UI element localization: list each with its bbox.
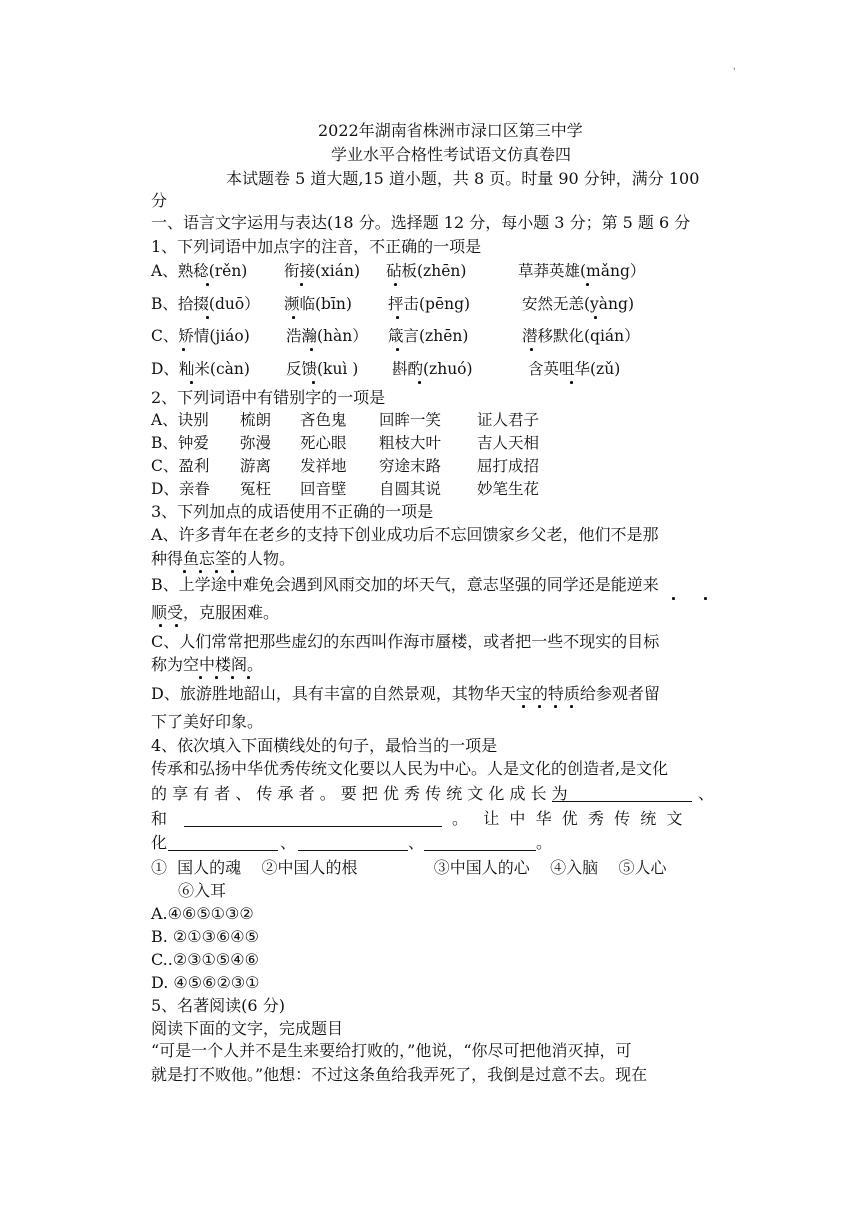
q5-passage-line2: 就是打不败他。”他想：不过这条鱼给我弄死了，我倒是过意不去。现在 bbox=[151, 1065, 648, 1084]
emphasis-dot bbox=[247, 676, 250, 679]
q4-options-line1: ① 国人的魂 ②中国人的根 ③中国人的心 ④入脑 ⑤人心 bbox=[151, 858, 667, 877]
q4-choice-c: C..②③①⑤④⑥ bbox=[151, 950, 259, 969]
q1-option-b-3: 抨击(pēng) bbox=[388, 295, 471, 313]
emphasis-dot bbox=[672, 597, 675, 600]
q2-row-b-1: B、钟爱 bbox=[151, 434, 209, 452]
emphasis-dot bbox=[199, 570, 202, 573]
q3-option-d-line2: 下了美好印象。 bbox=[151, 712, 264, 731]
emphasis-dot bbox=[312, 381, 315, 384]
emphasis-dot bbox=[206, 316, 209, 319]
q1-option-a-1: A、熟稔(rěn) bbox=[151, 262, 248, 280]
q2-row-b-2: 弥漫 bbox=[240, 434, 272, 452]
q4-choice-a: A.④⑥⑤①③② bbox=[151, 904, 254, 923]
exam-info: 本试题卷 5 道大题,15 道小题，共 8 页。时量 90 分钟，满分 100 bbox=[226, 169, 700, 188]
emphasis-dot bbox=[394, 283, 397, 286]
q2-row-a-1: A、诀别 bbox=[151, 411, 209, 429]
q1-option-d-4: 含英咀华(zǔ) bbox=[528, 360, 621, 378]
emphasis-dot bbox=[231, 676, 234, 679]
emphasis-dot bbox=[190, 381, 193, 384]
q2-row-d-5: 妙笔生花 bbox=[477, 480, 540, 498]
emphasis-dot bbox=[175, 624, 178, 627]
emphasis-dot bbox=[182, 348, 185, 351]
q2-row-b-4: 粗枝大叶 bbox=[379, 434, 442, 452]
q4-passage-line3-start: 和 bbox=[151, 809, 168, 828]
q1-option-d-1: D、籼米(càn) bbox=[151, 360, 250, 378]
q4-passage-line4-start: 化 bbox=[151, 833, 168, 852]
q1-option-b-4: 安然无恙(yàng) bbox=[522, 295, 634, 313]
emphasis-dot bbox=[159, 624, 162, 627]
q2-row-c-1: C、盈利 bbox=[151, 457, 210, 475]
q2-row-b-3: 死心眼 bbox=[300, 434, 347, 452]
question-5-stem: 5、名著阅读(6 分) bbox=[151, 996, 285, 1015]
q3-option-b-line1: B、上学途中难免会遇到风雨交加的坏天气，意志坚强的同学还是能逆来 bbox=[151, 575, 659, 594]
q2-row-d-2: 冤枉 bbox=[240, 480, 272, 498]
emphasis-dot bbox=[522, 705, 525, 708]
q1-option-b-1: B、拾掇(duō） bbox=[151, 295, 260, 313]
q4-passage-line1: 传承和弘扬中华优秀传统文化要以人民为中心。人是文化的创造者,是文化 bbox=[151, 759, 669, 778]
q1-option-b-2: 濒临(bīn) bbox=[284, 295, 352, 313]
q2-row-c-4: 穷途末路 bbox=[379, 457, 442, 475]
emphasis-dot bbox=[530, 348, 533, 351]
section-heading: 一、语言文字运用与表达(18 分。选择题 12 分，每小题 3 分；第 5 题 6 分 bbox=[151, 213, 691, 232]
q1-option-c-1: C、矫情(jiáo) bbox=[151, 327, 250, 345]
q2-row-d-1: D、亲眷 bbox=[151, 480, 210, 498]
q1-option-a-4: 草莽英雄(mǎng） bbox=[518, 262, 646, 280]
q3-option-c-line2: 称为空中楼阁。 bbox=[151, 655, 264, 674]
q1-option-c-3: 箴言(zhēn) bbox=[388, 327, 469, 345]
q1-option-a-2: 衔接(xián) bbox=[284, 262, 361, 280]
emphasis-dot bbox=[538, 705, 541, 708]
q4-choice-b: B. ②①③⑥④⑤ bbox=[151, 927, 259, 946]
exam-info-wrap: 分 bbox=[151, 191, 168, 210]
emphasis-dot bbox=[586, 283, 589, 286]
emphasis-dot bbox=[570, 705, 573, 708]
emphasis-dot bbox=[215, 676, 218, 679]
q1-option-a-3: 砧板(zhēn) bbox=[386, 262, 467, 280]
q1-option-d-2: 反馈(kuì ) bbox=[286, 360, 359, 378]
q2-row-d-4: 自圆其说 bbox=[379, 480, 442, 498]
emphasis-dot bbox=[300, 283, 303, 286]
q4-passage-line2: 的 享 有 者 、 传 承 者 。 要 把 优 秀 传 统 文 化 成 长 为 bbox=[151, 784, 568, 803]
q2-row-c-2: 游离 bbox=[240, 457, 272, 475]
fill-blank-4 bbox=[298, 850, 408, 851]
q4-options-line2: ⑥入耳 bbox=[178, 881, 227, 900]
q2-row-d-3: 回音壁 bbox=[300, 480, 347, 498]
emphasis-dot bbox=[594, 316, 597, 319]
emphasis-dot bbox=[554, 705, 557, 708]
q4-choice-d: D. ④⑤⑥②③① bbox=[151, 973, 260, 992]
q2-row-a-3: 吝色鬼 bbox=[300, 411, 347, 429]
q4-separator: 、 bbox=[280, 833, 297, 852]
q2-row-a-5: 证人君子 bbox=[477, 411, 540, 429]
q2-row-c-5: 屈打成招 bbox=[477, 457, 540, 475]
emphasis-dot bbox=[215, 570, 218, 573]
q2-row-a-2: 梳朗 bbox=[240, 411, 272, 429]
fill-blank-1 bbox=[552, 801, 692, 802]
emphasis-dot bbox=[418, 381, 421, 384]
corner-mark: ' bbox=[733, 67, 736, 77]
emphasis-dot bbox=[396, 348, 399, 351]
question-1-stem: 1、下列词语中加点字的注音，不正确的一项是 bbox=[151, 237, 482, 256]
q3-option-c-line1: C、人们常常把那些虚幻的东西叫作海市蜃楼，或者把一些不现实的目标 bbox=[151, 632, 660, 651]
q1-option-d-3: 斟酌(zhuó) bbox=[392, 360, 473, 378]
q3-option-b-line2: 顺受，克服困难。 bbox=[151, 603, 280, 622]
q4-separator: 、 bbox=[698, 784, 715, 803]
emphasis-dot bbox=[199, 676, 202, 679]
q2-row-c-3: 发祥地 bbox=[300, 457, 347, 475]
emphasis-dot bbox=[231, 570, 234, 573]
q1-option-c-4: 潜移默化(qián） bbox=[522, 327, 640, 345]
q4-passage-line3-end: 。 让 中 华 优 秀 传 统 文 bbox=[452, 809, 683, 828]
q3-option-a-line1: A、许多青年在老乡的支持下创业成功后不忘回馈家乡父老，他们不是那 bbox=[151, 525, 659, 544]
exam-title-line2: 学业水平合格性考试语文仿真卷四 bbox=[331, 145, 572, 164]
emphasis-dot bbox=[310, 348, 313, 351]
question-4-stem: 4、依次填入下面横线处的句子，最恰当的一项是 bbox=[151, 736, 498, 755]
fill-blank-5 bbox=[424, 850, 536, 851]
q5-intro: 阅读下面的文字，完成题目 bbox=[151, 1019, 344, 1038]
q4-separator: 、 bbox=[408, 833, 425, 852]
q5-passage-line1: “可是一个人并不是生来要给打败的，”他说，“你尽可把他消灭掉，可 bbox=[151, 1041, 632, 1060]
q2-row-b-5: 吉人天相 bbox=[477, 434, 540, 452]
fill-blank-3 bbox=[168, 850, 278, 851]
emphasis-dot bbox=[570, 381, 573, 384]
question-3-stem: 3、下列加点的成语使用不正确的一项是 bbox=[151, 502, 434, 521]
emphasis-dot bbox=[183, 570, 186, 573]
question-2-stem: 2、下列词语中有错别字的一项是 bbox=[151, 388, 386, 407]
emphasis-dot bbox=[206, 283, 209, 286]
emphasis-dot bbox=[292, 316, 295, 319]
q3-option-d-line1: D、旅游胜地韶山，具有丰富的自然景观，其物华天宝的特质给参观者留 bbox=[151, 684, 660, 703]
q2-row-a-4: 回眸一笑 bbox=[379, 411, 442, 429]
q3-option-a-line2: 种得鱼忘筌的人物。 bbox=[151, 549, 296, 568]
q4-passage-end: 。 bbox=[536, 833, 553, 852]
fill-blank-2 bbox=[184, 826, 442, 827]
emphasis-dot bbox=[396, 316, 399, 319]
q1-option-c-2: 浩瀚(hàn） bbox=[286, 327, 368, 345]
emphasis-dot bbox=[704, 597, 707, 600]
exam-title-line1: 2022年湖南省株洲市渌口区第三中学 bbox=[318, 121, 583, 140]
